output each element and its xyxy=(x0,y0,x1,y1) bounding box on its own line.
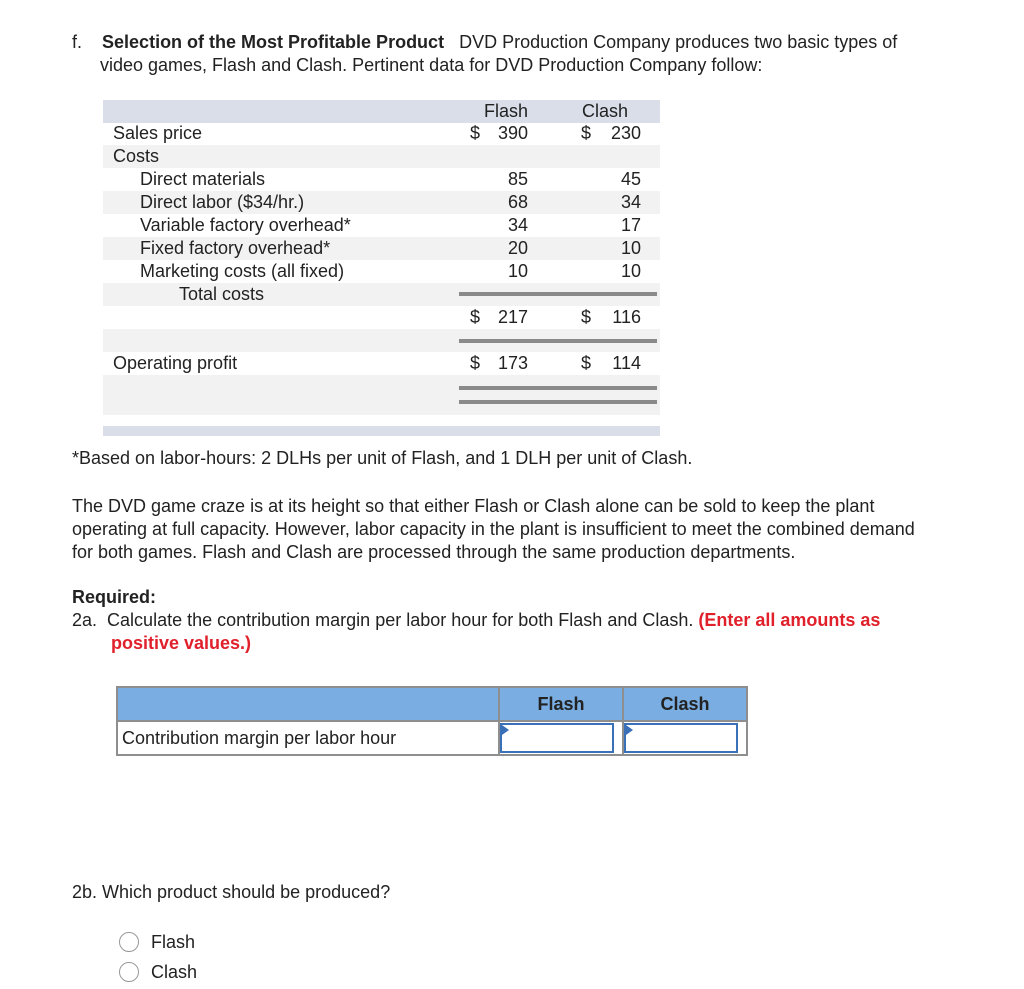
clash-value: 230 xyxy=(610,123,641,143)
row-label: Fixed factory overhead* xyxy=(140,238,331,258)
col-clash: Clash xyxy=(581,101,628,121)
question-2a xyxy=(72,609,1012,632)
table-footer-band xyxy=(103,426,660,436)
clash-value: 17 xyxy=(620,215,641,235)
instruction-note: (Enter all amounts as xyxy=(698,610,881,630)
flash-value: 390 xyxy=(497,123,528,143)
clash-value: 116 xyxy=(612,307,641,327)
paragraph-line: The DVD game craze is at its height so that either Flash or Clash alone can be sold to keep the plant xyxy=(72,496,875,516)
table-row xyxy=(103,237,660,260)
paragraph-line: for both games. Flash and Clash are processed through the same production departments. xyxy=(72,542,796,562)
answer-table-header xyxy=(117,687,747,721)
paragraph-line: operating at full capacity. However, labor capacity in the plant is insufficient to meet the combined demand xyxy=(72,519,915,539)
table-row xyxy=(103,214,660,237)
table-row xyxy=(103,375,660,415)
currency: $ xyxy=(581,353,592,373)
underline xyxy=(459,292,657,296)
underline xyxy=(459,339,657,343)
flash-value: 34 xyxy=(507,215,528,235)
row-label: Direct materials xyxy=(140,169,266,189)
row-label: Total costs xyxy=(179,284,265,304)
table-row xyxy=(103,260,660,283)
double-underline xyxy=(459,400,657,404)
row-label: Costs xyxy=(113,146,160,166)
instruction-note-2: positive values.) xyxy=(111,633,252,653)
table-row xyxy=(103,168,660,191)
question-number: 2a. xyxy=(72,610,98,630)
footnote: *Based on labor-hours: 2 DLHs per unit of Flash, and 1 DLH per unit of Clash. xyxy=(72,448,693,468)
intro-text: DVD Production Company produces two basic types of xyxy=(459,32,898,52)
table-row xyxy=(103,122,660,145)
currency: $ xyxy=(470,123,481,143)
problem-letter: f. xyxy=(72,32,83,52)
currency: $ xyxy=(470,307,481,327)
currency: $ xyxy=(470,353,481,373)
clash-value: 34 xyxy=(620,192,641,212)
problem-header xyxy=(72,31,897,54)
clash-value: 45 xyxy=(620,169,641,189)
question-2b: 2b. Which product should be produced? xyxy=(72,882,391,902)
flash-value: 10 xyxy=(507,261,528,281)
answer-table xyxy=(116,686,748,756)
flash-cm-input[interactable] xyxy=(500,723,614,753)
col-flash: Flash xyxy=(483,101,528,121)
header-blank xyxy=(117,687,499,721)
flash-value: 173 xyxy=(497,353,528,373)
clash-cm-input[interactable] xyxy=(624,723,738,753)
required-heading: Required: xyxy=(72,587,157,607)
row-label: Sales price xyxy=(113,123,203,143)
radio-flash[interactable] xyxy=(119,932,139,952)
table-row xyxy=(103,352,660,375)
flash-value: 85 xyxy=(507,169,528,189)
radio-clash[interactable] xyxy=(119,962,139,982)
table-row xyxy=(117,721,747,755)
flash-value: 217 xyxy=(497,307,528,327)
option-label[interactable]: Flash xyxy=(151,932,196,952)
flash-value: 68 xyxy=(507,192,528,212)
clash-value: 10 xyxy=(620,261,641,281)
row-label: Marketing costs (all fixed) xyxy=(140,261,345,281)
clash-value: 114 xyxy=(612,353,641,373)
currency: $ xyxy=(581,307,592,327)
col-flash: Flash xyxy=(499,687,623,721)
table-row xyxy=(103,306,660,329)
double-underline xyxy=(459,386,657,390)
currency: $ xyxy=(581,123,592,143)
row-label: Contribution margin per labor hour xyxy=(117,721,499,755)
col-clash: Clash xyxy=(623,687,747,721)
row-label: Variable factory overhead* xyxy=(140,215,351,235)
question-text: Calculate the contribution margin per labor hour for both Flash and Clash. xyxy=(107,610,694,630)
problem-title: Selection of the Most Profitable Product xyxy=(102,32,445,52)
row-label: Direct labor ($34/hr.) xyxy=(140,192,305,212)
table-row xyxy=(103,145,660,168)
flash-value: 20 xyxy=(507,238,528,258)
clash-value: 10 xyxy=(620,238,641,258)
table-row xyxy=(103,191,660,214)
intro-text-2: video games, Flash and Clash. Pertinent data for DVD Production Company follow: xyxy=(100,55,763,75)
row-label: Operating profit xyxy=(113,353,238,373)
option-label[interactable]: Clash xyxy=(151,962,198,982)
table-header xyxy=(103,100,660,123)
